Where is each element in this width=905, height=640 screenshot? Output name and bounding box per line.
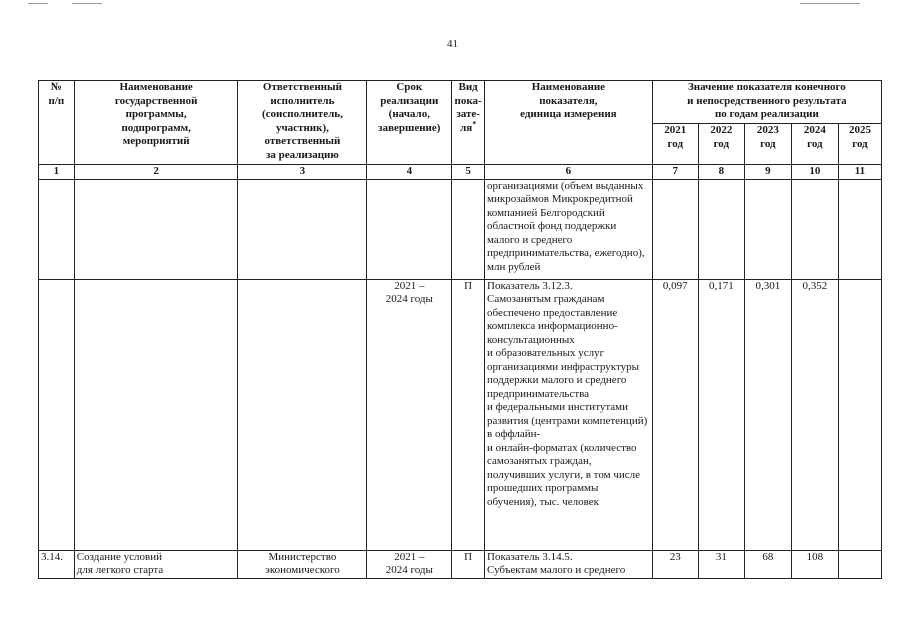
header-year-2024 [791,124,838,165]
row-indicator-text: организациями (объем выданных микрозаймов Микрокредитной компанией Белгородский областной фонд поддержки малого и среднего предпринимательства, ежегодно), млн рублей [487,179,645,273]
row-type-cell: П [452,550,485,578]
column-number: 11 [838,165,881,180]
header-year-2022 [698,124,744,165]
header-year-2023 [744,124,791,165]
column-number: 7 [652,165,698,180]
header-year-text: 2022 год [710,124,733,150]
header-values-group-text: Значение показателя конечного и непосредственного результата по годам реализации [687,81,847,120]
header-footnote-mark: * [472,118,477,128]
indicators-table [38,80,882,579]
column-number: 9 [744,165,791,180]
header-indicator-type-text: Вид пока- зате- ля [454,81,482,134]
column-number: 1 [39,165,75,180]
page-number: 41 [447,38,458,50]
row-program-name-cell [74,279,238,550]
column-number: 6 [485,165,653,180]
row-value-2024: 108 [791,550,838,578]
row-type-cell: П [452,279,485,550]
row-executor-cell [238,550,367,578]
table-row [39,179,882,279]
header-year-text: 2021 год [664,124,687,150]
row-program-name-text: Создание условий для легкого старта [76,550,164,576]
row-value-2023: 0,301 [744,279,791,550]
column-number: 10 [791,165,838,180]
row-period-text: 2021 – 2024 годы [385,279,433,305]
row-num-cell: 3.14. [39,550,75,578]
header-num-text: № п/п [48,81,65,107]
row-indicator-cell [485,279,653,550]
header-year-2021 [652,124,698,165]
header-indicator-name [485,81,653,165]
row-value-2025 [838,179,881,279]
header-year-text: 2025 год [848,124,871,150]
header-year-text: 2024 год [803,124,826,150]
row-program-name-cell [74,179,238,279]
row-period-text: 2021 – 2024 годы [385,550,433,576]
row-type-cell [452,179,485,279]
row-period-cell [367,550,452,578]
header-indicator-type [452,81,485,165]
header-executor-text: Ответственный исполнитель (соисполнитель, участник), ответственный за реализацию [261,81,343,161]
scan-edge-line-mid [72,3,102,4]
header-year-2025 [838,124,881,165]
row-executor-text: Министерство экономического [265,550,340,576]
header-program-name-text: Наименование государственной программы, подпрограмм, мероприятий [114,81,198,147]
header-values-group [652,81,881,124]
row-indicator-cell [485,179,653,279]
column-number: 5 [452,165,485,180]
row-value-2025 [838,279,881,550]
row-value-2025 [838,550,881,578]
column-number: 8 [698,165,744,180]
row-num-cell [39,179,75,279]
row-period-cell [367,179,452,279]
row-program-name-cell [74,550,238,578]
header-year-text: 2023 год [756,124,779,150]
scan-edge-line-left [28,3,48,4]
row-value-2022: 0,171 [698,279,744,550]
header-period [367,81,452,165]
row-executor-cell [238,179,367,279]
header-indicator-name-text: Наименование показателя, единица измерения [520,81,617,120]
row-value-2024: 0,352 [791,279,838,550]
row-value-2023: 68 [744,550,791,578]
column-number: 4 [367,165,452,180]
row-value-2022: 31 [698,550,744,578]
table-row [39,550,882,578]
scan-edge-line-right [800,3,860,4]
row-period-cell [367,279,452,550]
header-executor [238,81,367,165]
column-number: 2 [74,165,238,180]
row-indicator-text: Показатель 3.12.3. Самозанятым гражданам обеспечено предоставление комплекса информационно-консультационных и образовательных услуг организациями инфраструктуры поддержки малого и среднего предпринимательства и федеральными институтами развития (центрами компетенций) в оффлайн- и онлайн-форматах (количество самозанятых граждан, получивших услуги, в том числе прошедших программы обучения), тыс. человек [487,279,648,508]
row-indicator-text: Показатель 3.14.5. Субъектам малого и среднего [487,550,626,576]
column-number-row [39,165,882,180]
header-program-name [74,81,238,165]
row-value-2021: 0,097 [652,279,698,550]
row-num-cell [39,279,75,550]
column-number: 3 [238,165,367,180]
row-value-2022 [698,179,744,279]
header-num [39,81,75,165]
header-period-text: Срок реализации (начало, завершение) [378,81,441,134]
row-value-2021 [652,179,698,279]
row-executor-cell [238,279,367,550]
row-indicator-cell [485,550,653,578]
row-value-2024 [791,179,838,279]
table-row [39,279,882,550]
row-value-2021: 23 [652,550,698,578]
row-value-2023 [744,179,791,279]
